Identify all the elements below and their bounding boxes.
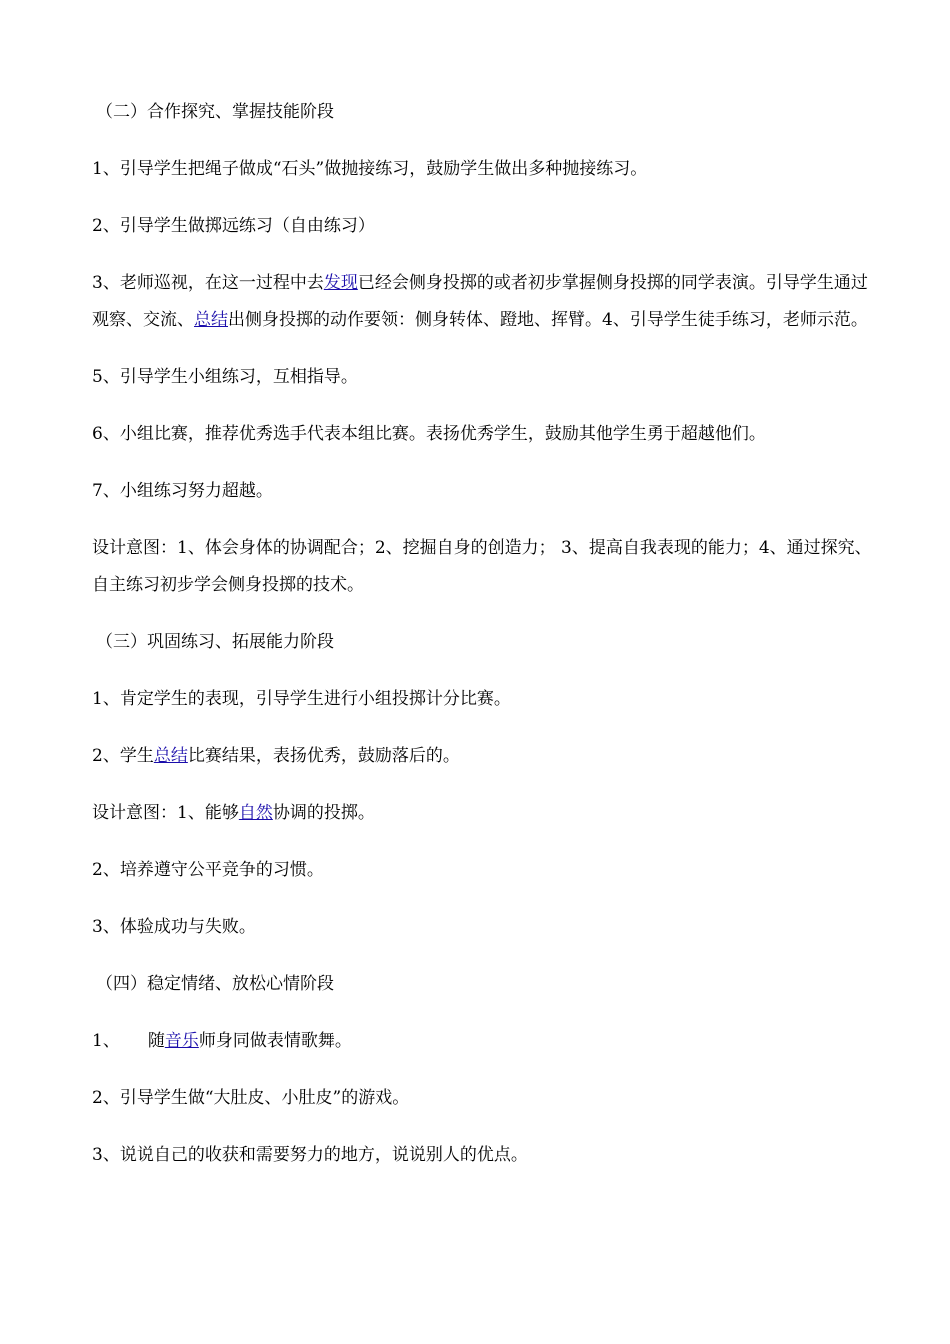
paragraph-text: 设计意图：1、体会身体的协调配合；2、挖掘自身的创造力； 3、提高自我表现的能力；4、通过探究、自主练习初步学会侧身投掷的技术。 xyxy=(92,538,872,595)
paragraph-step-1 xyxy=(92,151,872,188)
paragraph-text: 3、老师巡视，在这一过程中去 xyxy=(92,273,324,293)
paragraph-step-5 xyxy=(92,359,872,396)
paragraph-step-3c xyxy=(92,1137,872,1174)
paragraph-step-1b xyxy=(92,681,872,718)
paragraph-text: 6、小组比赛，推荐优秀选手代表本组比赛。表扬优秀学生，鼓励其他学生勇于超越他们。 xyxy=(92,424,766,444)
paragraph-step-2c xyxy=(92,1080,872,1117)
paragraph-text: 1、引导学生把绳子做成“石头”做抛接练习，鼓励学生做出多种抛接练习。 xyxy=(92,159,648,179)
paragraph-text: 出侧身投掷的动作要领：侧身转体、蹬地、挥臂。4、引导学生徒手练习，老师示范。 xyxy=(228,310,868,330)
paragraph-text: 7、小组练习努力超越。 xyxy=(92,481,273,501)
paragraph-text: 已经会侧身投掷的或者初步掌握侧身投掷的同学表演。引导学生通过观察、交流、 xyxy=(92,273,868,330)
link-natural[interactable]: 自然 xyxy=(238,803,273,823)
section-heading-2 xyxy=(92,94,872,131)
link-discover[interactable]: 发现 xyxy=(323,273,358,293)
paragraph-step-3 xyxy=(92,265,872,339)
paragraph-text: 师身同做表情歌舞。 xyxy=(198,1031,352,1051)
paragraph-step-7 xyxy=(92,473,872,510)
paragraph-text: 5、引导学生小组练习，互相指导。 xyxy=(92,367,358,387)
paragraph-text: 设计意图：1、能够 xyxy=(92,803,239,823)
paragraph-text: 1、肯定学生的表现，引导学生进行小组投掷计分比赛。 xyxy=(92,689,511,709)
paragraph-text: 3、说说自己的收获和需要努力的地方，说说别人的优点。 xyxy=(92,1145,528,1165)
paragraph-step-6 xyxy=(92,416,872,453)
paragraph-step-2 xyxy=(92,208,872,245)
paragraph-text: 随 xyxy=(147,1031,165,1051)
section-heading-3 xyxy=(92,624,872,661)
design-intent-2 xyxy=(92,795,872,832)
link-music[interactable]: 音乐 xyxy=(164,1031,199,1051)
paragraph-text: 2、引导学生做“大肚皮、小肚皮”的游戏。 xyxy=(92,1088,410,1108)
heading-text: （二）合作探究、掌握技能阶段 xyxy=(96,102,334,122)
design-intent-1 xyxy=(92,530,872,604)
paragraph-text: 3、体验成功与失败。 xyxy=(92,917,256,937)
section-heading-4 xyxy=(92,966,872,1003)
heading-text: （三）巩固练习、拓展能力阶段 xyxy=(96,632,334,652)
link-summary[interactable]: 总结 xyxy=(153,746,188,766)
paragraph-text: 比赛结果，表扬优秀，鼓励落后的。 xyxy=(187,746,460,766)
paragraph-intent-2 xyxy=(92,852,872,889)
paragraph-intent-3 xyxy=(92,909,872,946)
paragraph-text: 协调的投掷。 xyxy=(272,803,375,823)
paragraph-step-2b xyxy=(92,738,872,775)
paragraph-text: 2、引导学生做掷远练习（自由练习） xyxy=(92,216,375,236)
heading-text: （四）稳定情绪、放松心情阶段 xyxy=(96,974,334,994)
link-summary[interactable]: 总结 xyxy=(194,310,228,330)
paragraph-text: 2、培养遵守公平竞争的习惯。 xyxy=(92,860,324,880)
document-page xyxy=(92,94,872,1194)
paragraph-text: 2、学生 xyxy=(92,746,154,766)
paragraph-text: 1、 xyxy=(92,1031,120,1051)
paragraph-step-1c xyxy=(92,1023,872,1060)
